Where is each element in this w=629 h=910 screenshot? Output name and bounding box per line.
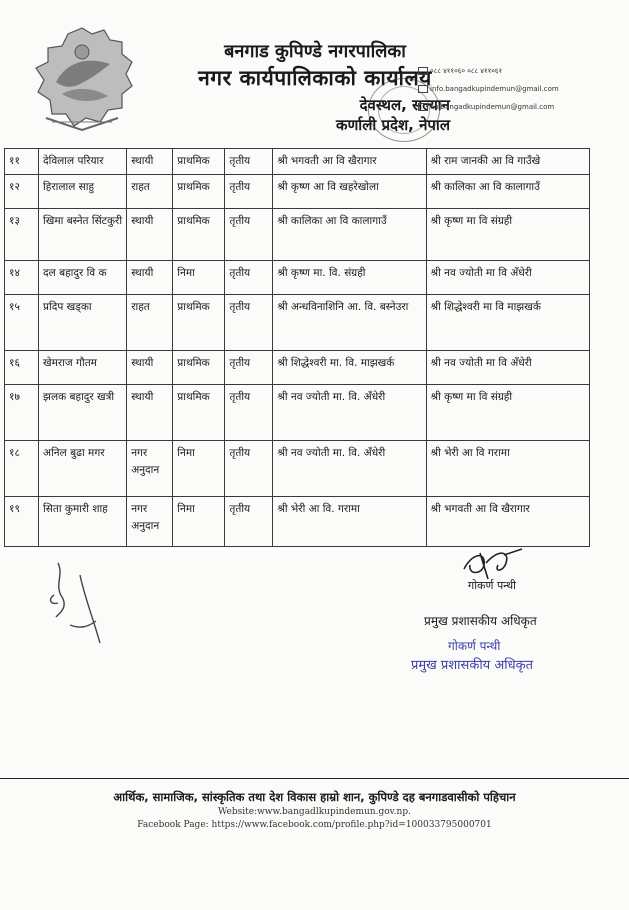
right-signature-icon xyxy=(458,545,528,580)
appointment-type-cell: राहत xyxy=(127,295,173,351)
to-school-cell: श्री शिद्धेश्वरी मा वि माझखर्क xyxy=(426,295,589,351)
email-line-2 xyxy=(418,98,628,116)
table-row xyxy=(5,175,590,209)
address-line-2: कर्णाली प्रदेश, नेपाल xyxy=(335,116,450,134)
grade-cell: तृतीय xyxy=(225,441,273,497)
appointment-type-cell: नगर अनुदान xyxy=(127,441,173,497)
to-school-cell: श्री कृष्ण मा वि संग्रही xyxy=(426,209,589,261)
from-school-cell: श्री कृष्ण आ वि खहरेखोला xyxy=(273,175,426,209)
serial-number-cell: १४ xyxy=(5,261,39,295)
level-cell: प्राथमिक xyxy=(173,351,225,385)
table-row xyxy=(5,385,590,441)
signer-title: प्रमुख प्रशासकीय अधिकृत xyxy=(424,614,537,628)
from-school-cell: श्री कृष्ण मा. वि. संग्रही xyxy=(273,261,426,295)
grade-cell: तृतीय xyxy=(225,175,273,209)
level-cell: प्राथमिक xyxy=(173,385,225,441)
table-row xyxy=(5,295,590,351)
teacher-name-cell: अनिल बुढा मगर xyxy=(39,441,127,497)
teacher-name-cell: दल बहादुर वि क xyxy=(39,261,127,295)
serial-number-cell: १२ xyxy=(5,175,39,209)
from-school-cell: श्री अन्धविनाशिनि आ. वि. बस्नेउरा xyxy=(273,295,426,351)
grade-cell: तृतीय xyxy=(225,351,273,385)
to-school-cell: श्री नव ज्योती मा वि अँधेरी xyxy=(426,351,589,385)
from-school-cell: श्री नव ज्योती मा. वि. अँधेरी xyxy=(273,385,426,441)
appointment-type-cell: स्थायी xyxy=(127,385,173,441)
from-school-cell: श्री कालिका आ वि कालागाउँ xyxy=(273,209,426,261)
stamp-signer-name: गोकर्ण पन्थी xyxy=(448,639,501,653)
table-row xyxy=(5,149,590,175)
level-cell: निमा xyxy=(173,497,225,547)
grade-cell: तृतीय xyxy=(225,261,273,295)
to-school-cell: श्री कालिका आ वि कालागाउँ xyxy=(426,175,589,209)
teacher-name-cell: हिरालाल साहु xyxy=(39,175,127,209)
grade-cell: तृतीय xyxy=(225,209,273,261)
municipality-name: बनगाड कुपिण्डे नगरपालिका xyxy=(224,41,406,62)
from-school-cell: श्री भेरी आ वि. गरामा xyxy=(273,497,426,547)
appointment-type-cell: स्थायी xyxy=(127,351,173,385)
from-school-cell: श्री नव ज्योती मा. वि. अँधेरी xyxy=(273,441,426,497)
email-1: info.bangadkupindemun@gmail.com xyxy=(430,85,559,93)
level-cell: प्राथमिक xyxy=(173,175,225,209)
table-row xyxy=(5,209,590,261)
transfer-table xyxy=(4,148,590,547)
teacher-name-cell: सिता कुमारी शाह xyxy=(39,497,127,547)
email-line-1 xyxy=(418,80,628,98)
left-signature-icon xyxy=(40,555,120,645)
footer-slogan: आर्थिक, सामाजिक, सांस्कृतिक तथा देश विकास हाम्रो शान, कुपिण्डे दह बनगाडवासीको पहिचान xyxy=(113,790,516,804)
level-cell: निमा xyxy=(173,261,225,295)
appointment-type-cell: राहत xyxy=(127,175,173,209)
to-school-cell: श्री नव ज्योती मा वि अँधेरी xyxy=(426,261,589,295)
phone-line xyxy=(418,62,628,80)
level-cell: प्राथमिक xyxy=(173,295,225,351)
serial-number-cell: १३ xyxy=(5,209,39,261)
footer-facebook: Facebook Page: https://www.facebook.com/profile.php?id=100033795000701 xyxy=(137,820,492,830)
appointment-type-cell: स्थायी xyxy=(127,149,173,175)
nepal-emblem-icon xyxy=(22,22,142,137)
serial-number-cell: ११ xyxy=(5,149,39,175)
grade-cell: तृतीय xyxy=(225,149,273,175)
email-icon xyxy=(418,103,428,111)
to-school-cell: श्री राम जानकी आ वि गाउँखे xyxy=(426,149,589,175)
table-row xyxy=(5,351,590,385)
serial-number-cell: १९ xyxy=(5,497,39,547)
appointment-type-cell: स्थायी xyxy=(127,209,173,261)
grade-cell: तृतीय xyxy=(225,295,273,351)
grade-cell: तृतीय xyxy=(225,385,273,441)
contact-block xyxy=(418,62,628,116)
grade-cell: तृतीय xyxy=(225,497,273,547)
appointment-type-cell: नगर अनुदान xyxy=(127,497,173,547)
serial-number-cell: १५ xyxy=(5,295,39,351)
appointment-type-cell: स्थायी xyxy=(127,261,173,295)
teacher-name-cell: खेमराज गौतम xyxy=(39,351,127,385)
level-cell: निमा xyxy=(173,441,225,497)
teacher-name-cell: देविलाल परियार xyxy=(39,149,127,175)
email-2: ao.bangadkupindemun@gmail.com xyxy=(430,103,555,111)
table-row xyxy=(5,261,590,295)
teacher-name-cell: खिमा बस्नेत सिंटकुरी xyxy=(39,209,127,261)
serial-number-cell: १८ xyxy=(5,441,39,497)
phone-numbers: ०८८ ४११०६० ०८८ ४११०६१ xyxy=(430,67,503,75)
address-line-1: देवस्थल, सल्यान xyxy=(359,96,450,114)
to-school-cell: श्री कृष्ण मा वि संग्रही xyxy=(426,385,589,441)
to-school-cell: श्री भगवती आ वि खैरागार xyxy=(426,497,589,547)
serial-number-cell: १७ xyxy=(5,385,39,441)
table-row xyxy=(5,441,590,497)
serial-number-cell: १६ xyxy=(5,351,39,385)
office-name: नगर कार्यपालिकाको कार्यालय xyxy=(198,66,432,90)
footer-divider xyxy=(0,778,629,779)
level-cell: प्राथमिक xyxy=(173,149,225,175)
level-cell: प्राथमिक xyxy=(173,209,225,261)
footer-website: Website:www.bangadlkupindemun.gov.np. xyxy=(218,807,411,817)
footer xyxy=(0,788,629,832)
table-body xyxy=(5,149,590,547)
phone-icon xyxy=(418,67,428,75)
teacher-name-cell: झलक बहादुर खत्री xyxy=(39,385,127,441)
from-school-cell: श्री भगवती आ वि खैरागार xyxy=(273,149,426,175)
email-icon xyxy=(418,85,428,93)
teacher-name-cell: प्रदिप खड्का xyxy=(39,295,127,351)
stamp-signer-title: प्रमुख प्रशासकीय अधिकृत xyxy=(411,658,534,673)
to-school-cell: श्री भेरी आ वि गरामा xyxy=(426,441,589,497)
signer-name: गोकर्ण पन्थी xyxy=(468,579,517,592)
from-school-cell: श्री शिद्धेश्वरी मा. वि. माझखर्क xyxy=(273,351,426,385)
table-row xyxy=(5,497,590,547)
